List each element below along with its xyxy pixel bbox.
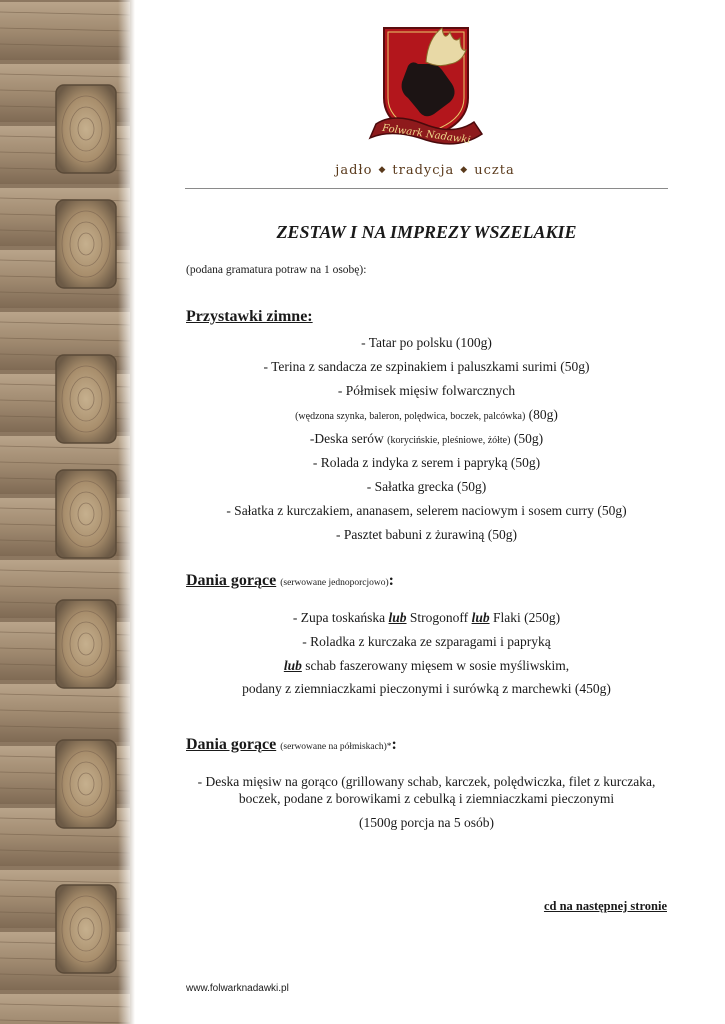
menu-item-detail: (wędzona szynka, baleron, polędwica, boczek, palcówka) [295,411,526,422]
diamond-separator-icon: ◆ [460,165,469,175]
tagline-word-3: uczta [474,163,515,178]
section-heading-hot-individual [186,572,394,590]
tagline [310,163,540,178]
section-heading-cold-starters [186,308,313,326]
menu-item: - Roladka z kurczaka ze szparagami i papryką [302,634,551,649]
menu-item-text: schab faszerowany mięsem w sosie myśliwskim, [301,658,570,673]
menu-item: - Sałatka z kurczakiem, ananasem, selerem naciowym i sosem curry (50g) [226,503,627,518]
menu-item [185,407,668,425]
menu-item: - Pasztet babuni z żurawiną (50g) [335,527,518,542]
header-divider [185,188,668,189]
menu-item: - Tatar po polsku (100g) [361,335,492,350]
menu-item-detail: (korycińskie, pleśniowe, żółte) [387,435,511,446]
menu-item-weight: (80g) [525,407,558,422]
menu-item [185,658,668,674]
section-heading-colon: : [391,736,397,753]
tagline-word-1: jadło [335,163,373,178]
menu-item: - Sałatka grecka (50g) [366,479,487,494]
menu-item [185,431,668,449]
page-title: ZESTAW I NA IMPREZY WSZELAKIE [276,222,577,242]
lub-connector: lub [388,610,407,625]
tagline-word-2: tradycja [392,163,455,178]
menu-item: boczek, podane z borowikami z cebulką i ziemniaczkami pieczonymi [238,791,615,806]
section-heading-text: Przystawki zimne: [186,308,313,325]
continued-next-page: cd na następnej stronie [543,899,667,913]
menu-item: podany z ziemniaczkami pieczonymi i surówką z marchewki (450g) [242,681,611,696]
footer-website: www.folwarknadawki.pl [186,983,289,994]
menu-item: (1500g porcja na 5 osób) [359,815,494,830]
menu-item-text: - Zupa toskańska [292,610,389,625]
section-heading-text: Dania gorące [186,736,277,753]
section-heading-hot-platter [186,736,397,754]
menu-item: - Deska mięsiw na gorąco (grillowany schab, karczek, polędwiczka, filet z kurczaka, [197,774,656,789]
folwark-nadawki-logo [346,16,502,162]
menu-item [185,610,668,626]
diamond-separator-icon: ◆ [378,165,387,175]
lub-connector: lub [471,610,490,625]
menu-item: - Półmisek mięsiw folwarcznych [337,383,516,398]
section-heading-text: Dania gorące [186,572,277,589]
section-heading-subtitle: (serwowane jednoporcjowo) [280,578,389,588]
logo-banner-text: Folwark Nadawki [381,122,472,147]
menu-item: - Rolada z indyka z serem i papryką (50g) [312,455,541,470]
section-heading-subtitle: (serwowane na półmiskach)* [280,742,392,752]
menu-item-name: -Deska serów [309,431,388,446]
menu-item-weight: (50g) [510,431,544,446]
menu-item: - Terina z sandacza ze szpinakiem i paluszkami surimi (50g) [263,359,590,374]
menu-item-text: Strogonoff [406,610,472,625]
lub-connector: lub [283,658,302,673]
section-heading-colon: : [388,572,394,589]
portion-note: (podana gramatura potraw na 1 osobę): [186,264,367,276]
menu-item-text: Flaki (250g) [489,610,561,625]
